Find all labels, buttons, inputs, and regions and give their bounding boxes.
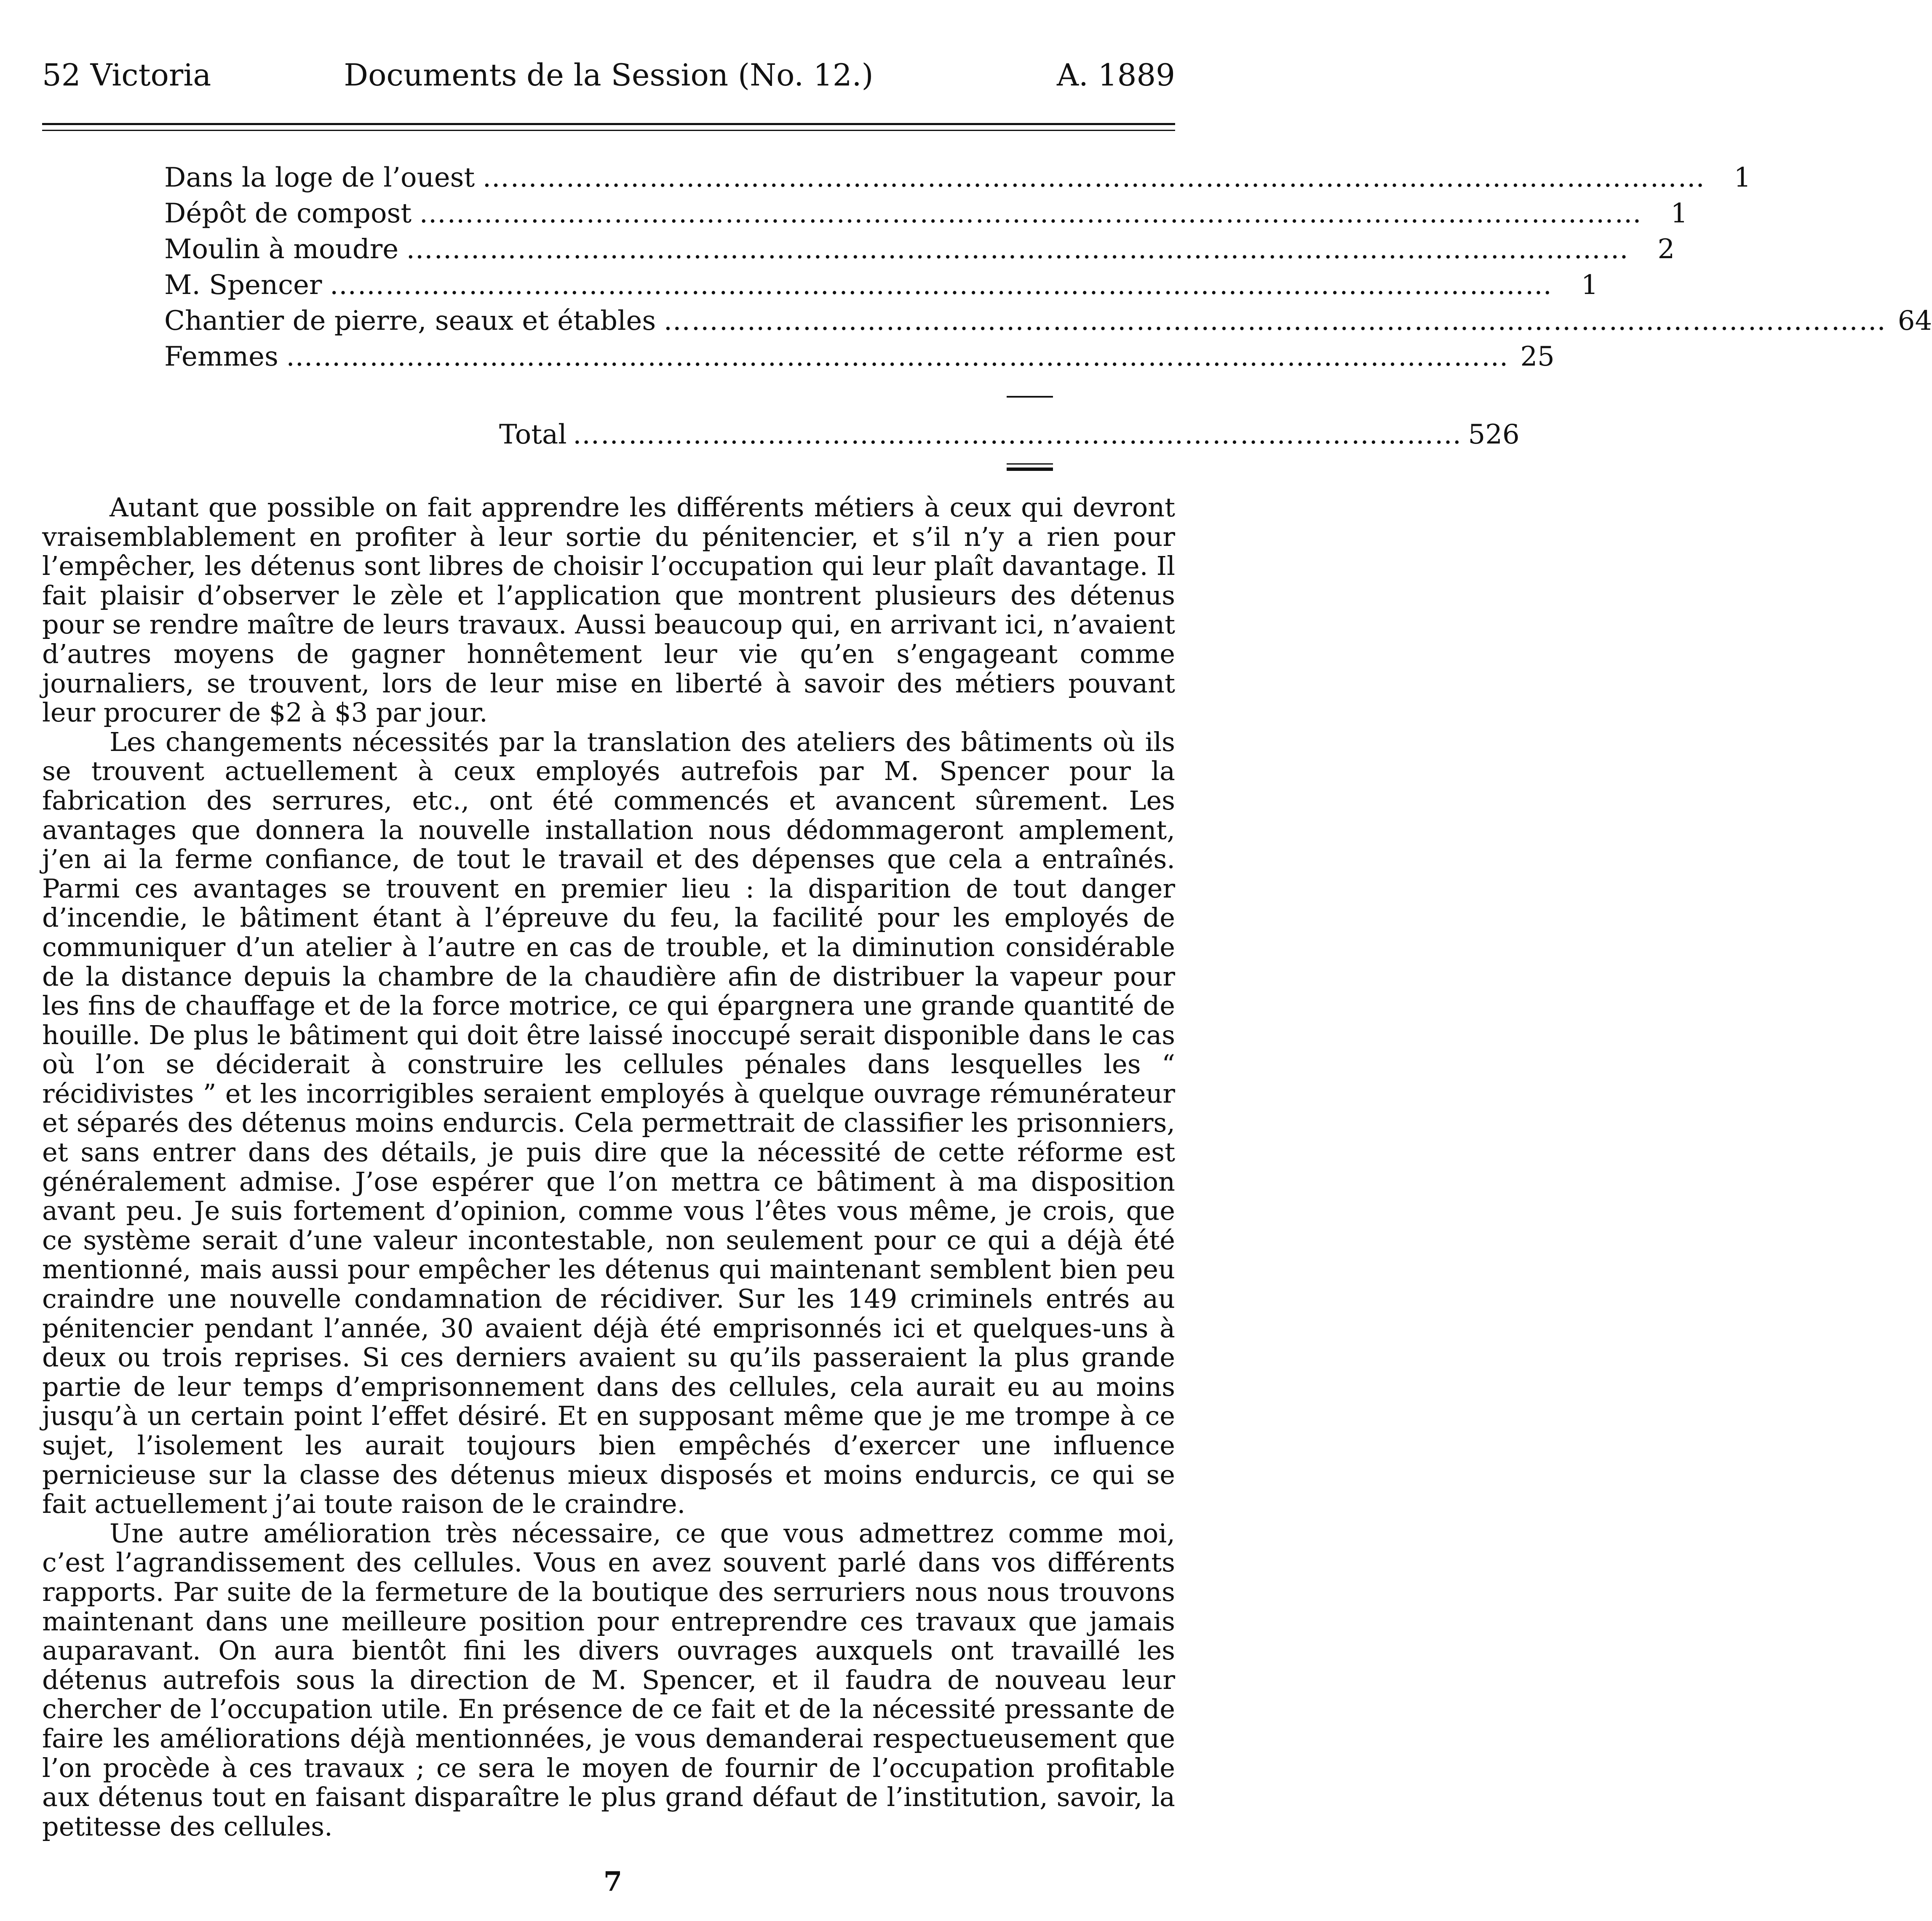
row-label: Dépôt de compost — [164, 198, 412, 229]
total-label: Total — [499, 419, 567, 450]
row-value: 25 — [1520, 341, 1555, 372]
table-row — [164, 303, 1932, 339]
paragraph: Autant que possible on fait apprendre les différents métiers à ceux qui devront vraisemblablement en profiter à leur sortie du pénitencier, et s’il n’y a rien pour l’empêcher, les détenus sont libres de choisir l’occupation qui leur plaît davantage. Il fait plaisir d’observer le zèle et l’application que montrent plusieurs des détenus pour se rendre maître de leurs travaux. Aussi beaucoup qui, en arrivant ici, n’avaient d’autres moyens de gagner honnêtement leur vie qu’en s’engageant comme journaliers, se trouvent, lors de leur mise en liberté à savoir des métiers pouvant leur procurer de $2 à $3 par jour. — [42, 492, 1175, 728]
body-text — [42, 493, 1175, 1841]
row-value: 2 — [1657, 234, 1675, 265]
total-double-rule-bottom — [1007, 468, 1053, 471]
leader-dots: …………………………………………………………………………………… — [572, 419, 1462, 450]
header-session: 52 Victoria — [42, 57, 211, 93]
row-label: Dans la loge de l’ouest — [164, 162, 475, 193]
leader-dots: …………………………………………………………………………………………………………………… — [482, 162, 1706, 193]
row-value: 1 — [1581, 270, 1598, 301]
table-row — [164, 267, 1598, 303]
table-row — [164, 160, 1751, 196]
row-label: Chantier de pierre, seaux et étables — [164, 305, 656, 337]
total-row — [499, 417, 1520, 453]
row-label: Femmes — [164, 341, 278, 372]
page-header — [42, 50, 1175, 100]
header-rule-top — [42, 123, 1175, 125]
row-value: 64 — [1897, 305, 1932, 337]
leader-dots: …………………………………………………………………………………………………………………… — [329, 270, 1553, 301]
total-value: 526 — [1468, 419, 1520, 450]
leader-dots: …………………………………………………………………………………………………………………… — [419, 198, 1643, 229]
row-value: 1 — [1734, 162, 1751, 193]
leader-dots: …………………………………………………………………………………………………………………… — [663, 305, 1887, 337]
header-year: A. 1889 — [1056, 57, 1175, 93]
table-row — [164, 232, 1675, 267]
row-label: M. Spencer — [164, 270, 322, 301]
row-label: Moulin à moudre — [164, 234, 399, 265]
sum-rule — [1007, 396, 1053, 398]
header-title: Documents de la Session (No. 12.) — [344, 57, 874, 93]
header-rule-bottom — [42, 130, 1175, 131]
paragraph: Les changements nécessités par la translation des ateliers des bâtiments où ils se trouvent actuellement à ceux employés autrefois par M. Spencer pour la fabrication des serrures, etc., ont été commencés et avancent sûrement. Les avantages que donnera la nouvelle installation nous dédommageront amplement, j’en ai la ferme confiance, de tout le travail et des dépenses que cela a entraînés. Parmi ces avantages se trouvent en premier lieu : la disparition de tout danger d’incendie, le bâtiment étant à l’épreuve du feu, la facilité pour les employés de communiquer d’un atelier à l’autre en cas de trouble, et la diminution considérable de la distance depuis la chambre de la chaudière afin de distribuer la vapeur pour les fins de chauffage et de la force motrice, ce qui épargnera une grande quantité de houille. De plus le bâtiment qui doit être laissé inoccupé serait disponible dans le cas où l’on se déciderait à construire les cellules pénales dans lesquelles les “ récidivistes ” et les incorrigibles seraient employés à quelque ouvrage rémunérateur et séparés des détenus moins endurcis. Cela permettrait de classifier les prisonniers, et sans entrer dans des détails, je puis dire que la nécessité de cette réforme est généralement admise. J’ose espérer que l’on mettra ce bâtiment à ma disposition avant peu. Je suis fortement d’opinion, comme vous l’êtes vous même, je crois, que ce système serait d’une valeur incontestable, non seulement pour ce qui a déjà été mentionné, mais aussi pour empêcher les détenus qui maintenant semblent bien peu craindre une nouvelle condamnation de récidiver. Sur les 149 criminels entrés au pénitencier pendant l’année, 30 avaient déjà été emprisonnés ici et quelques-uns à deux ou trois reprises. Si ces derniers avaient su qu’ils passeraient la plus grande partie de leur temps d’emprisonnement dans des cellules, cela aurait eu au moins jusqu’à un certain point l’effet désiré. Et en supposant même que je me trompe à ce sujet, l’isolement les aurait toujours bien empêchés d’exercer une influence pernicieuse sur la classe des détenus mieux disposés et moins endurcis, ce qui se fait actuellement j’ai toute raison de le craindre. — [42, 726, 1175, 1520]
count-table — [164, 160, 1932, 375]
paragraph: Une autre amélioration très nécessaire, ce que vous admettrez comme moi, c’est l’agrandissement des cellules. Vous en avez souvent parlé dans vos différents rapports. Par suite de la fermeture de la boutique des serruriers nous nous trouvons maintenant dans une meilleure position pour entreprendre ces travaux que jamais auparavant. On aura bientôt fini les divers ouvrages auxquels ont travaillé les détenus autrefois sous la direction de M. Spencer, et il faudra de nouveau leur chercher de l’occupation utile. En présence de ce fait et de la nécessité pressante de faire les améliorations déjà mentionnées, je vous demanderai respectueusement que l’on procède à ces travaux ; ce sera le moyen de fournir de l’occupation profitable aux détenus tout en faisant disparaître le plus grand défaut de l’institution, savoir, la petitesse des cellules. — [42, 1518, 1175, 1842]
table-row — [164, 339, 1555, 375]
leader-dots: …………………………………………………………………………………………………………………… — [286, 341, 1509, 372]
total-double-rule-top — [1007, 463, 1053, 465]
leader-dots: …………………………………………………………………………………………………………………… — [406, 234, 1630, 265]
row-value: 1 — [1670, 198, 1688, 229]
page-number: 7 — [603, 1866, 623, 1897]
table-row — [164, 196, 1688, 232]
